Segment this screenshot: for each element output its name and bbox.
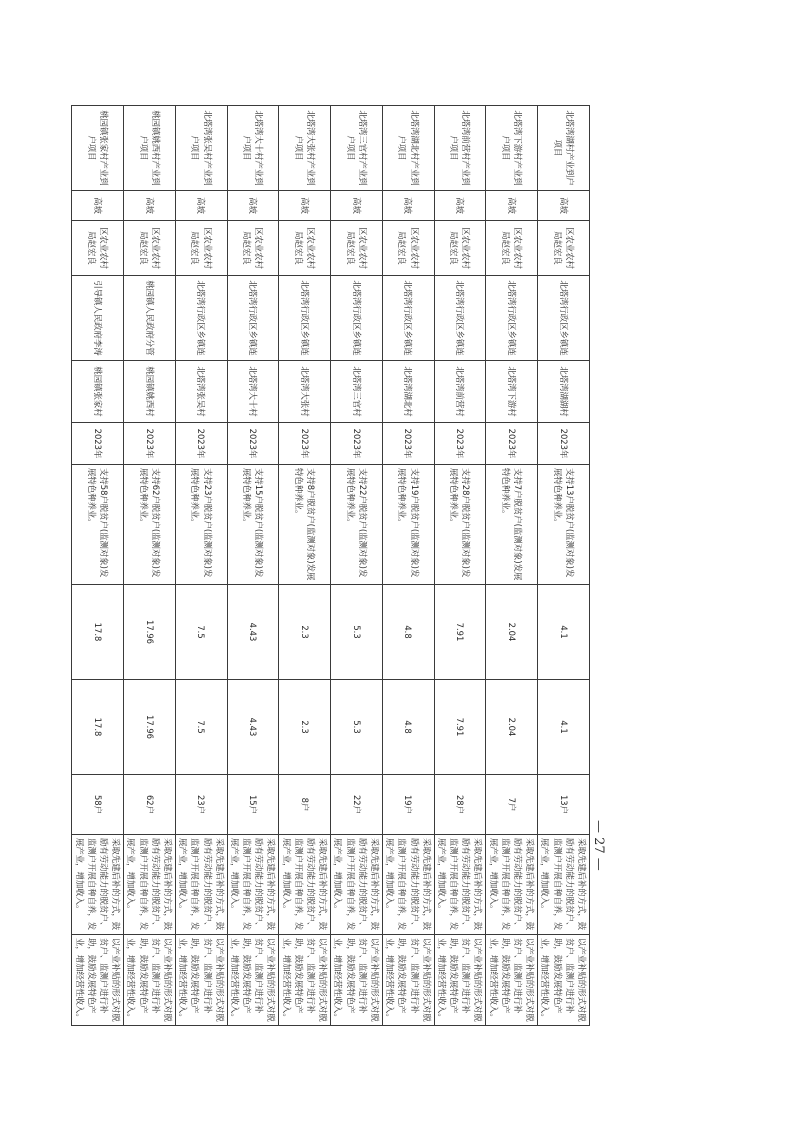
- cell-beneficiaries: 8户: [279, 775, 331, 835]
- table-row: [383, 106, 435, 1026]
- cell-implementing-unit: 桃园镇人民政府分管: [124, 276, 176, 361]
- cell-performance-target: 以产业补贴的形式对脱贫户、监测户进行补助，鼓励发展特色产业，增加经营性收入。: [538, 935, 590, 1026]
- cell-performance-target: 以产业补贴的形式对脱贫户、监测户进行补助，鼓励发展特色产业，增加经营性收入。: [486, 935, 538, 1026]
- cell-location: 北塔湾湖北村: [383, 361, 435, 423]
- cell-responsible-unit: 区农业农村局赵宏良: [124, 221, 176, 276]
- cell-project-name: 北塔湾湖村产业到户项目: [538, 106, 590, 191]
- cell-total-funds: 5.3: [331, 585, 383, 680]
- cell-year: 2023年: [538, 423, 590, 465]
- cell-fiscal-funds: 4.8: [383, 680, 435, 775]
- cell-level: 高坡: [124, 191, 176, 221]
- cell-performance-target: 以产业补贴的形式对脱贫户、监测户进行补助，鼓励发展特色产业，增加经营性收入。: [434, 935, 486, 1026]
- table-row: [279, 106, 331, 1026]
- table-row: [434, 106, 486, 1026]
- cell-project-name: 北塔湾大十村产业到户项目: [227, 106, 279, 191]
- cell-total-funds: 4.1: [538, 585, 590, 680]
- cell-project-name: 北塔湾湖北村产业到户项目: [383, 106, 435, 191]
- cell-benefit-mechanism: 采取先建后补的方式，鼓励有劳动能力的脱贫户、监测户开展自种自养，发展产业，增加收入。: [434, 835, 486, 935]
- cell-benefit-mechanism: 采取先建后补的方式，鼓励有劳动能力的脱贫户、监测户开展自种自养，发展产业，增加收入。: [538, 835, 590, 935]
- cell-total-funds: 17.8: [72, 585, 124, 680]
- cell-total-funds: 7.5: [176, 585, 228, 680]
- table-row: [176, 106, 228, 1026]
- cell-total-funds: 4.8: [383, 585, 435, 680]
- table-body: [72, 106, 590, 1026]
- cell-total-funds: 7.91: [434, 585, 486, 680]
- cell-beneficiaries: 28户: [434, 775, 486, 835]
- cell-performance-target: 以产业补贴的形式对脱贫户、监测户进行补助，鼓励发展特色产业，增加经营性收入。: [331, 935, 383, 1026]
- cell-performance-target: 以产业补贴的形式对脱贫户、监测户进行补助，鼓励发展特色产业，增加经营性收入。: [279, 935, 331, 1026]
- table-row: [538, 106, 590, 1026]
- cell-level: 高坡: [434, 191, 486, 221]
- cell-content: 支持13户脱贫户(监测对象)发展特色种养业。: [538, 465, 590, 585]
- cell-implementing-unit: 北塔湾行政区乡镇连: [279, 276, 331, 361]
- cell-fiscal-funds: 4.1: [538, 680, 590, 775]
- cell-level: 高坡: [383, 191, 435, 221]
- cell-content: 支持7户脱贫户(监测对象)发展特色种养业。: [486, 465, 538, 585]
- cell-location: 北塔湾前营村: [434, 361, 486, 423]
- cell-beneficiaries: 19户: [383, 775, 435, 835]
- table-row: [124, 106, 176, 1026]
- cell-year: 2023年: [383, 423, 435, 465]
- cell-fiscal-funds: 17.8: [72, 680, 124, 775]
- cell-fiscal-funds: 2.3: [279, 680, 331, 775]
- cell-benefit-mechanism: 采取先建后补的方式，鼓励有劳动能力的脱贫户、监测户开展自种自养，发展产业，增加收入。: [383, 835, 435, 935]
- cell-year: 2023年: [72, 423, 124, 465]
- cell-responsible-unit: 区农业农村局赵宏良: [434, 221, 486, 276]
- cell-location: 北塔湾下游村: [486, 361, 538, 423]
- cell-location: 北塔湾大张村: [279, 361, 331, 423]
- cell-responsible-unit: 区农业农村局赵宏良: [227, 221, 279, 276]
- table-row: [486, 106, 538, 1026]
- table-row: [331, 106, 383, 1026]
- project-table: [72, 105, 591, 1026]
- cell-location: 北塔湾大十村: [227, 361, 279, 423]
- cell-implementing-unit: 北塔湾行政区乡镇连: [434, 276, 486, 361]
- cell-level: 高坡: [176, 191, 228, 221]
- cell-benefit-mechanism: 采取先建后补的方式，鼓励有劳动能力的脱贫户、监测户开展自种自养，发展产业，增加收入。: [486, 835, 538, 935]
- cell-beneficiaries: 22户: [331, 775, 383, 835]
- cell-performance-target: 以产业补贴的形式对脱贫户、监测户进行补助，鼓励发展特色产业，增加经营性收入。: [227, 935, 279, 1026]
- cell-level: 高坡: [486, 191, 538, 221]
- cell-beneficiaries: 23户: [176, 775, 228, 835]
- cell-fiscal-funds: 5.3: [331, 680, 383, 775]
- cell-responsible-unit: 区农业农村局赵宏良: [383, 221, 435, 276]
- cell-benefit-mechanism: 采取先建后补的方式，鼓励有劳动能力的脱贫户、监测户开展自种自养，发展产业，增加收入。: [72, 835, 124, 935]
- cell-beneficiaries: 62户: [124, 775, 176, 835]
- cell-implementing-unit: 北塔湾行政区乡镇连: [486, 276, 538, 361]
- cell-responsible-unit: 区农业农村局赵宏良: [538, 221, 590, 276]
- cell-year: 2023年: [331, 423, 383, 465]
- cell-year: 2023年: [434, 423, 486, 465]
- cell-fiscal-funds: 17.96: [124, 680, 176, 775]
- cell-level: 高坡: [279, 191, 331, 221]
- cell-implementing-unit: 引导镇人民政府李涛: [72, 276, 124, 361]
- cell-project-name: 北塔湾三官村产业到户项目: [331, 106, 383, 191]
- cell-fiscal-funds: 2.04: [486, 680, 538, 775]
- cell-benefit-mechanism: 采取先建后补的方式，鼓励有劳动能力的脱贫户、监测户开展自种自养，发展产业，增加收入。: [227, 835, 279, 935]
- cell-level: 高坡: [72, 191, 124, 221]
- cell-project-name: 桃园镇姚西村产业到户项目: [124, 106, 176, 191]
- cell-benefit-mechanism: 采取先建后补的方式，鼓励有劳动能力的脱贫户、监测户开展自种自养，发展产业，增加收入。: [176, 835, 228, 935]
- cell-year: 2023年: [486, 423, 538, 465]
- cell-level: 高坡: [538, 191, 590, 221]
- cell-implementing-unit: 北塔湾行政区乡镇连: [383, 276, 435, 361]
- cell-total-funds: 4.43: [227, 585, 279, 680]
- cell-project-name: 北塔湾张吴村产业到户项目: [176, 106, 228, 191]
- cell-responsible-unit: 区农业农村局赵宏良: [72, 221, 124, 276]
- cell-total-funds: 17.96: [124, 585, 176, 680]
- cell-performance-target: 以产业补贴的形式对脱贫户、监测户进行补助，鼓励发展特色产业，增加经营性收入。: [383, 935, 435, 1026]
- cell-beneficiaries: 58户: [72, 775, 124, 835]
- cell-fiscal-funds: 7.5: [176, 680, 228, 775]
- cell-year: 2023年: [124, 423, 176, 465]
- cell-content: 支持22户脱贫户(监测对象)发展特色种养业。: [331, 465, 383, 585]
- cell-total-funds: 2.3: [279, 585, 331, 680]
- cell-content: 支持58户脱贫户(监测对象)发展特色种养业。: [72, 465, 124, 585]
- cell-beneficiaries: 13户: [538, 775, 590, 835]
- cell-implementing-unit: 北塔湾行政区乡镇连: [538, 276, 590, 361]
- cell-content: 支持62户脱贫户(监测对象)发展特色种养业。: [124, 465, 176, 585]
- cell-project-name: 北塔湾下游村产业到户项目: [486, 106, 538, 191]
- cell-implementing-unit: 北塔湾行政区乡镇连: [331, 276, 383, 361]
- cell-benefit-mechanism: 采取先建后补的方式，鼓励有劳动能力的脱贫户、监测户开展自种自养，发展产业，增加收入。: [279, 835, 331, 935]
- cell-project-name: 北塔湾大张村产业到户项目: [279, 106, 331, 191]
- cell-content: 支持15户脱贫户(监测对象)发展特色种养业。: [227, 465, 279, 585]
- cell-responsible-unit: 区农业农村局赵宏良: [279, 221, 331, 276]
- cell-level: 高坡: [331, 191, 383, 221]
- cell-fiscal-funds: 7.91: [434, 680, 486, 775]
- cell-implementing-unit: 北塔湾行政区乡镇连: [176, 276, 228, 361]
- page-number: — 27 —: [591, 820, 606, 871]
- cell-location: 北塔湾三官村: [331, 361, 383, 423]
- cell-year: 2023年: [227, 423, 279, 465]
- cell-benefit-mechanism: 采取先建后补的方式，鼓励有劳动能力的脱贫户、监测户开展自种自养，发展产业，增加收入。: [124, 835, 176, 935]
- table-row: [227, 106, 279, 1026]
- cell-total-funds: 2.04: [486, 585, 538, 680]
- cell-benefit-mechanism: 采取先建后补的方式，鼓励有劳动能力的脱贫户、监测户开展自种自养，发展产业，增加收入。: [331, 835, 383, 935]
- cell-location: 北塔湾张吴村: [176, 361, 228, 423]
- cell-location: 桃园镇张家村: [72, 361, 124, 423]
- cell-beneficiaries: 7户: [486, 775, 538, 835]
- cell-year: 2023年: [176, 423, 228, 465]
- cell-year: 2023年: [279, 423, 331, 465]
- cell-responsible-unit: 区农业农村局赵宏良: [176, 221, 228, 276]
- cell-content: 支持23户脱贫户(监测对象)发展特色种养业。: [176, 465, 228, 585]
- cell-location: 桃园镇姚西村: [124, 361, 176, 423]
- table-row: [72, 106, 124, 1026]
- cell-project-name: 北塔湾前营村产业到户项目: [434, 106, 486, 191]
- rotated-table-wrapper: [74, 105, 590, 1025]
- cell-performance-target: 以产业补贴的形式对脱贫户、监测户进行补助，鼓励发展特色产业，增加经营性收入。: [176, 935, 228, 1026]
- cell-responsible-unit: 区农业农村局赵宏良: [486, 221, 538, 276]
- cell-responsible-unit: 区农业农村局赵宏良: [331, 221, 383, 276]
- cell-level: 高坡: [227, 191, 279, 221]
- cell-content: 支持28户脱贫户(监测对象)发展特色种养业。: [434, 465, 486, 585]
- cell-project-name: 桃园镇张家村产业到户项目: [72, 106, 124, 191]
- cell-beneficiaries: 15户: [227, 775, 279, 835]
- cell-content: 支持19户脱贫户(监测对象)发展特色种养业。: [383, 465, 435, 585]
- cell-implementing-unit: 北塔湾行政区乡镇连: [227, 276, 279, 361]
- cell-location: 北塔湾湖湖村: [538, 361, 590, 423]
- cell-performance-target: 以产业补贴的形式对脱贫户、监测户进行补助，鼓励发展特色产业，增加经营性收入。: [72, 935, 124, 1026]
- cell-content: 支持8户脱贫户(监测对象)发展特色种养业。: [279, 465, 331, 585]
- cell-fiscal-funds: 4.43: [227, 680, 279, 775]
- cell-performance-target: 以产业补贴的形式对脱贫户、监测户进行补助，鼓励发展特色产业，增加经营性收入。: [124, 935, 176, 1026]
